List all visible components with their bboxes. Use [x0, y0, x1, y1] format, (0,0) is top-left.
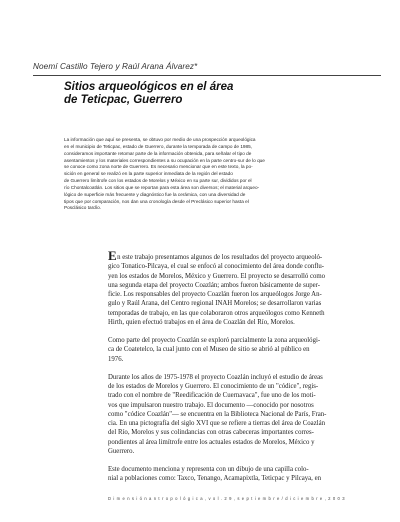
abstract-line: sición en general se realizó en la parte superior inmediata de la región del estado: [64, 171, 233, 177]
abstract-line: asentamientos y los materiales correspondientes a su ocupación en la parte centro-sur de lo que: [64, 157, 265, 163]
body-line: temporadas de trabajo, en las que colaboraron otros arqueólogos como Kenneth: [108, 309, 325, 317]
abstract-line: Posclásico tardío.: [64, 205, 101, 211]
drop-cap: E: [108, 251, 117, 263]
journal-footer: D i m e n s i ó n a n t r o p o l ó g i c a , v o l . 2 9 , s e p t i e m b r e / d i c i e m b r e , 2 0 0 3: [108, 496, 346, 501]
body-line: ca de Coatetelco, la cual junto con el Museo de sitio se abrió al público en: [108, 346, 310, 354]
body-line: trado con el nombre de "Reedificación de Cuernavaca", fue uno de los moti-: [108, 392, 316, 400]
body-line: [108, 251, 372, 262]
body-line: una segunda etapa del proyecto Coazlán; ambos fueron básicamente de super-: [108, 281, 320, 289]
abstract-line: tipos que por comparación, nos dan una cronología desde el Preclásico superior hasta el: [64, 198, 249, 204]
abstract-line: La información que aquí se presenta, se obtuvo por medio de una prospección arqueológica: [64, 137, 256, 142]
body-paragraph: [108, 373, 372, 456]
article-abstract: [64, 137, 364, 212]
body-line: Guerrero.: [108, 447, 135, 455]
body-paragraph: [108, 465, 372, 484]
body-line: Durante los años de 1975-1978 el proyecto Coazlán incluyó el estudio de áreas: [108, 373, 323, 381]
body-line: Este documento menciona y representa con un dibujo de una capilla colo-: [108, 466, 309, 473]
title-line: Sitios arqueológicos en el área: [64, 81, 234, 93]
article-authors: Noemí Castillo Tejero y Raúl Arana Álvarez*: [33, 62, 198, 71]
article-body: [108, 251, 372, 493]
body-line: de los estados de Morelos y Guerrero. El conocimiento de un "códice", regis-: [108, 383, 319, 390]
body-paragraph: [108, 251, 372, 327]
body-line: gico Tonatico-Pilcaya, el cual se enfocó al conocimiento del área donde conflu-: [108, 263, 325, 271]
body-line: pondientes al área limítrofe entre los actuales estados de Morelos, México y: [108, 438, 315, 446]
abstract-line: de Guerrero limítrofe con los estados de Morelos y México en su parte sur, divididos por el: [64, 178, 252, 184]
abstract-line: consideramos importante retomar parte de la información obtenida, para señalar el tipo de: [64, 150, 252, 156]
header-rule: [33, 75, 381, 76]
body-line: ficie. Los responsables del proyecto Coazlán fueron los arqueólogos Jorge An-: [108, 291, 322, 298]
abstract-line: lógico de superficie más frecuente y diagnóstico fue la cerámica, con una diversidad de: [64, 191, 246, 197]
body-line: Hirth, quien efectuó trabajos en el área de Coazlán del Río, Morelos.: [108, 318, 295, 326]
body-line: vos que impulsaron nuestro trabajo. El documento —conocido por nosotros: [108, 401, 314, 409]
body-line: 1976.: [108, 355, 124, 363]
body-line: como "códice Coazlán"— se encuentra en la Biblioteca Nacional de París, Fran-: [108, 410, 327, 418]
title-line: de Teticpac, Guerrero: [64, 93, 183, 106]
body-line: Como parte del proyecto Coazlán se exploró parcialmente la zona arqueológi-: [108, 337, 321, 344]
body-paragraph: [108, 336, 372, 364]
body-line: nial a poblaciones como: Taxco, Tenango, Acamapixtla, Teticpac y Pilcaya, en: [108, 475, 321, 483]
body-line: del Río, Morelos y sus colindancias con otras cabeceras importantes corres-: [108, 429, 314, 437]
abstract-line: en el municipio de Teticpac, estado de Guerrero, durante la temporada de campo de 1985,: [64, 143, 253, 149]
article-title: [64, 81, 374, 106]
body-line: gulo y Raúl Arana, del Centro regional INAH Morelos; se desarrollaron varias: [108, 300, 322, 308]
abstract-line: se conoce como zona norte de Guerrero. Es necesario mencionar que en este texto, la po-: [64, 164, 253, 170]
body-line: cia. En una pictografía del siglo XVI que se refiere a tierras del área de Coazlán: [108, 420, 326, 427]
body-line-text: n este trabajo presentamos algunos de los resultados del proyecto arqueoló-: [117, 254, 323, 261]
abstract-line: río Chontalcoatlán. Los sitios que se reportan para esta área son diversos; el material arqueo-: [64, 184, 260, 190]
body-line: yen los estados de Morelos, México y Guerrero. El proyecto se desarrolló como: [108, 272, 326, 280]
